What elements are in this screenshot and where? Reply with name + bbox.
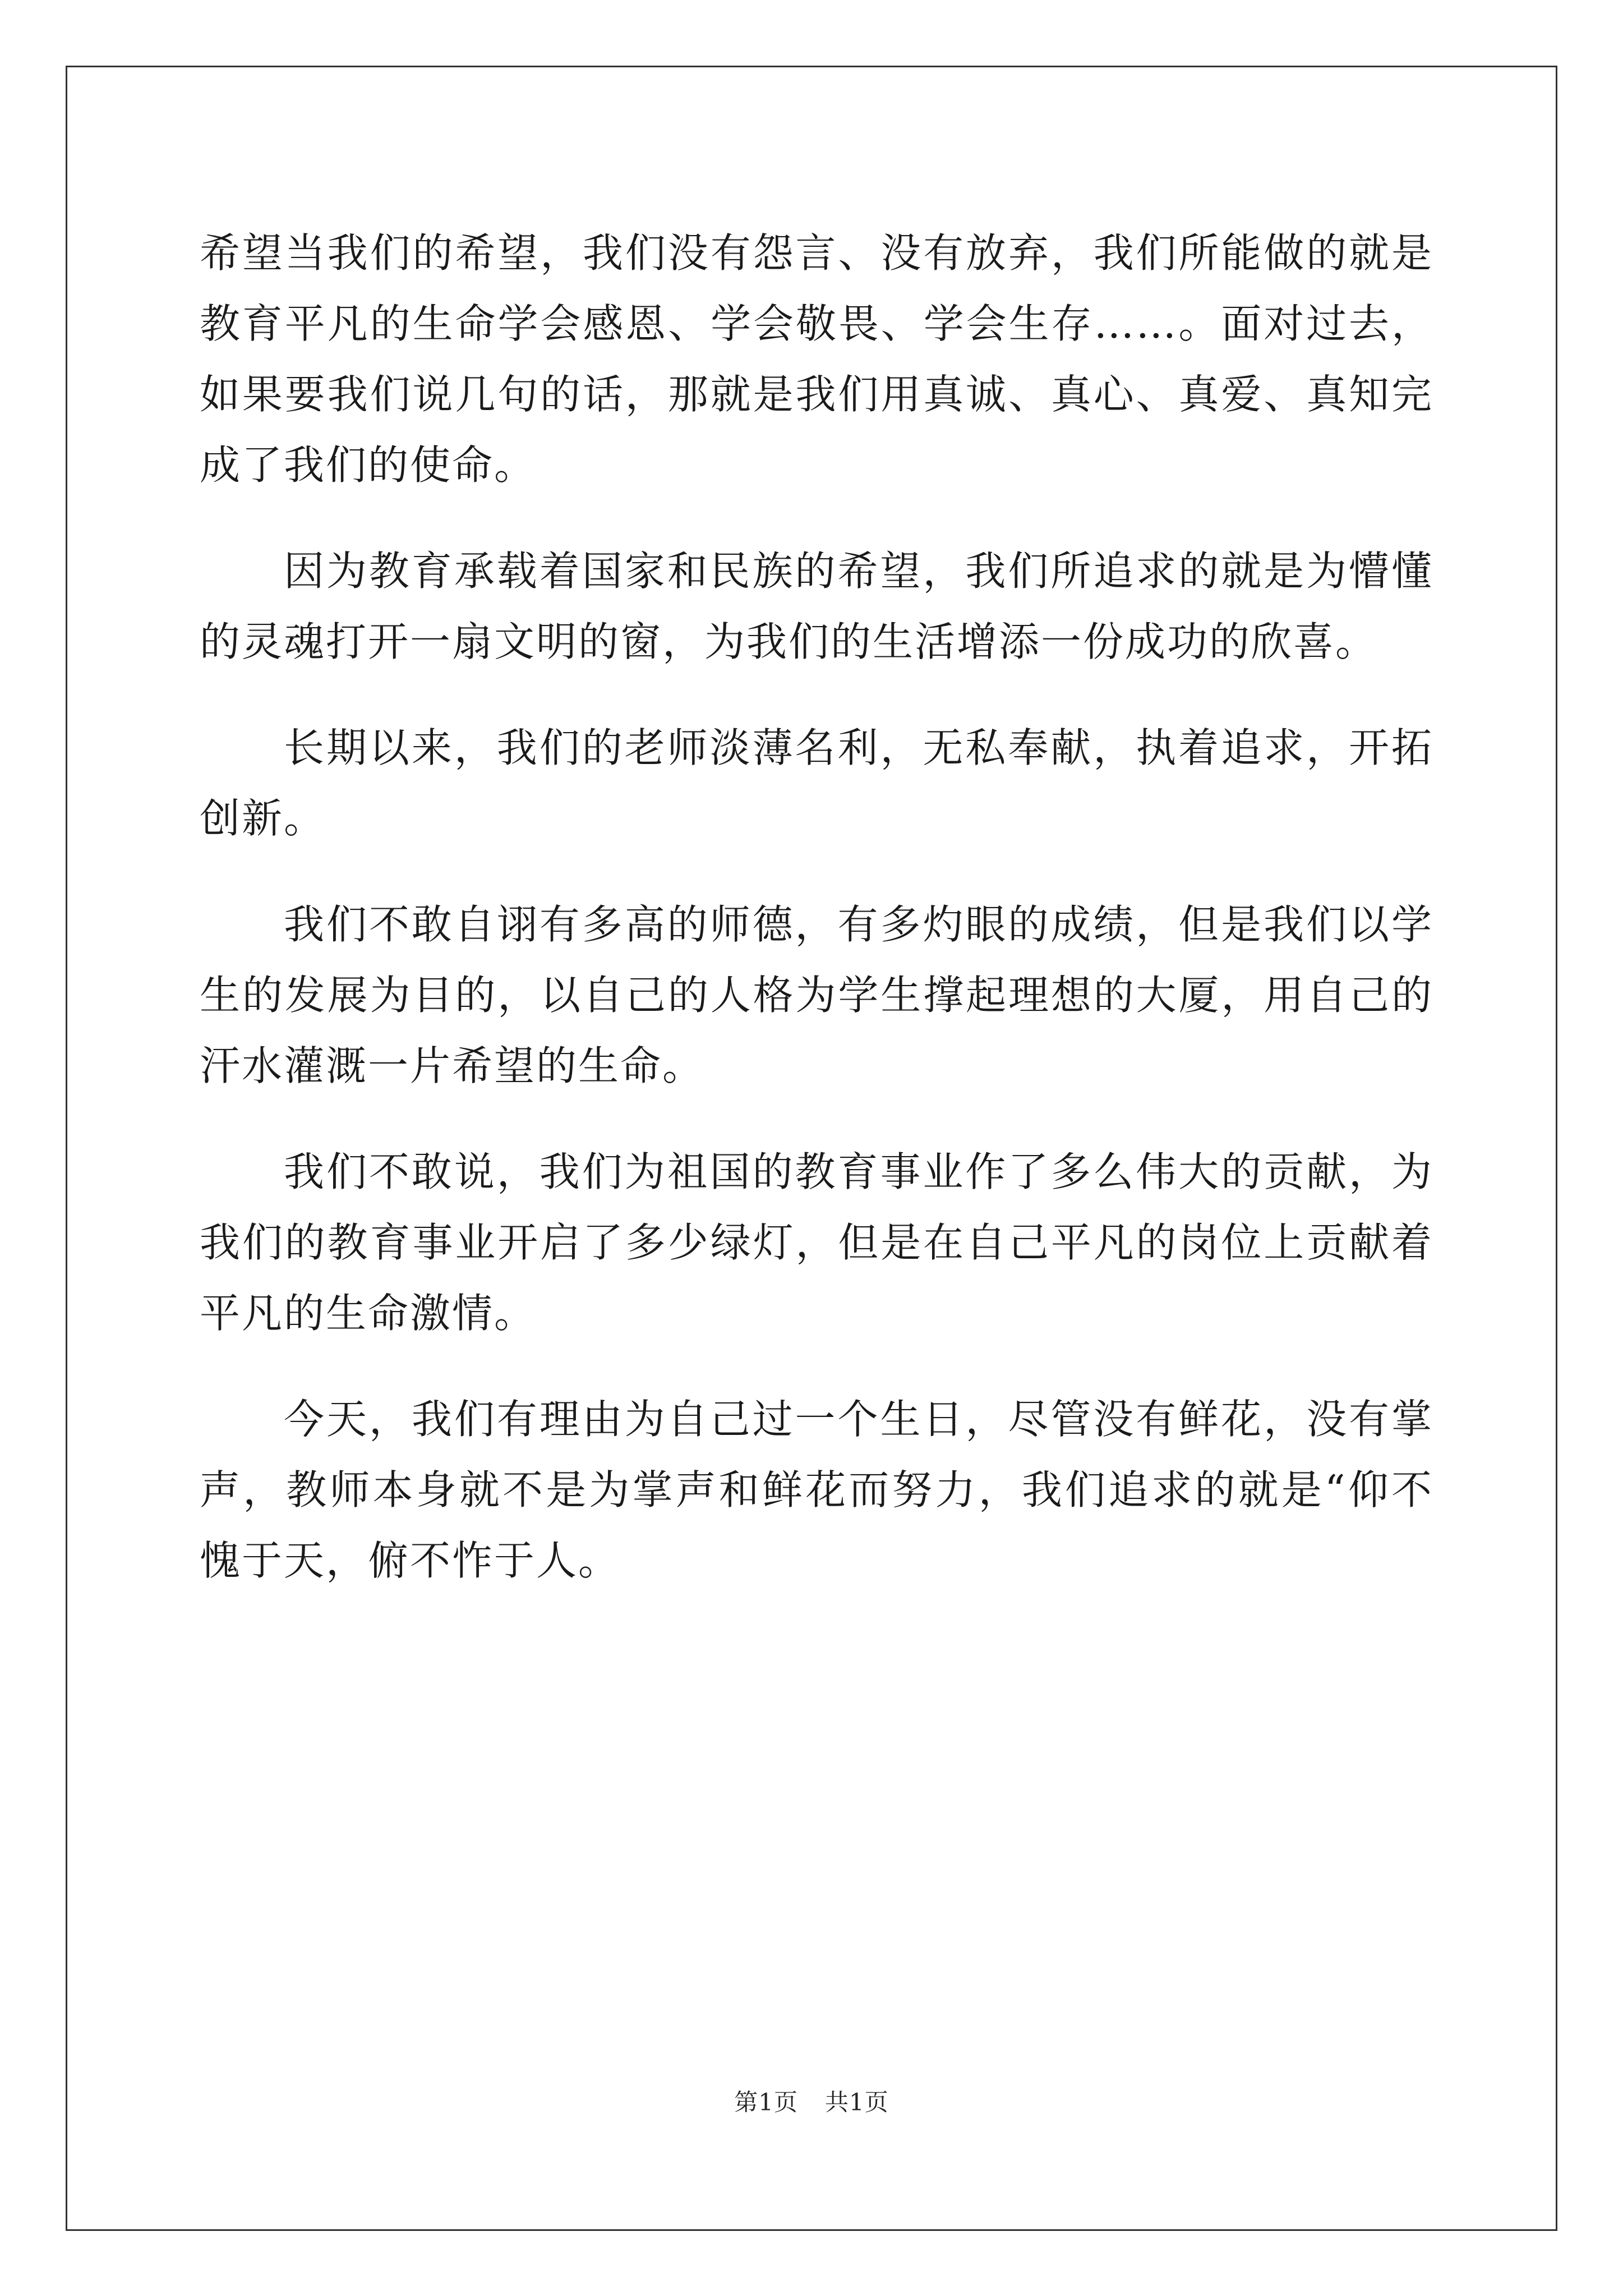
- paragraph-1: 希望当我们的希望，我们没有怨言、没有放弃，我们所能做的就是教育平凡的生命学会感恩、学会敬畏、学会生存……。面对过去，如果要我们说几句的话，那就是我们用真诚、真心、真爱、真知完成了我们的使命。: [200, 229, 1433, 489]
- page-number-current: 第1页: [734, 2088, 798, 2116]
- paragraph-4: 我们不敢自诩有多高的师德，有多灼眼的成绩，但是我们以学生的发展为目的，以自己的人格为学生撑起理想的大厦，用自己的汗水灌溉一片希望的生命。: [200, 901, 1433, 1089]
- paragraph-2: 因为教育承载着国家和民族的希望，我们所追求的就是为懵懂的灵魂打开一扇文明的窗，为我们的生活增添一份成功的欣喜。: [200, 547, 1433, 665]
- document-body: [200, 218, 1433, 1631]
- page-footer: [0, 2086, 1623, 2119]
- page-number-total: 共1页: [825, 2088, 889, 2116]
- paragraph-3: 长期以来，我们的老师淡薄名利，无私奉献，执着追求，开拓创新。: [200, 724, 1433, 842]
- paragraph-5: 我们不敢说，我们为祖国的教育事业作了多么伟大的贡献，为我们的教育事业开启了多少绿灯，但是在自己平凡的岗位上贡献着平凡的生命激情。: [200, 1148, 1433, 1337]
- paragraph-6: 今天，我们有理由为自己过一个生日，尽管没有鲜花，没有掌声，教师本身就不是为掌声和鲜花而努力，我们追求的就是“仰不愧于天，俯不怍于人。: [200, 1396, 1433, 1584]
